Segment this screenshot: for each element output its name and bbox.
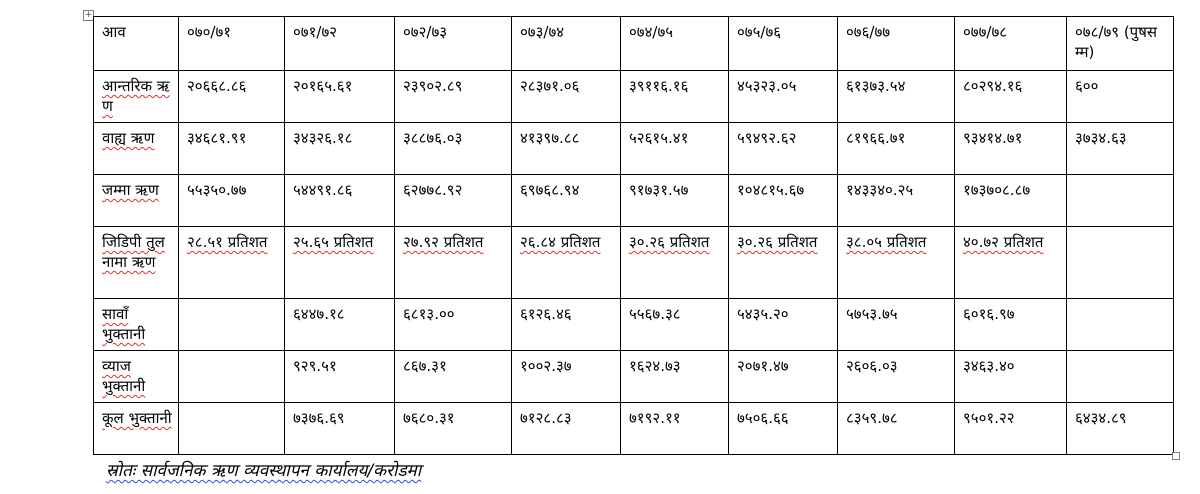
cell-value: ४०.७२ प्रतिशत: [963, 233, 1044, 251]
cell-value: १७३७०८.८७: [963, 181, 1031, 199]
cell-value: ४५३२३.०५: [737, 77, 797, 95]
row-label-cell: [94, 403, 179, 455]
table-cell: [179, 71, 285, 123]
table-cell: [729, 175, 838, 227]
table-cell: [395, 299, 512, 351]
table-cell: [955, 227, 1067, 299]
table-cell: [838, 403, 955, 455]
cell-value: ७१२८.८३: [520, 409, 572, 427]
cell-value: ६२७७८.९२: [403, 181, 463, 199]
cell-value: ५९४९२.६२: [737, 129, 797, 147]
cell-value: २०७१.४७: [737, 357, 789, 375]
cell-value: ६९७६८.९४: [520, 181, 580, 199]
cell-value: ३७३४.६३: [1075, 129, 1127, 147]
table-cell: [512, 123, 621, 175]
header-year-cell: ०७७/७८: [955, 17, 1067, 71]
cell-value: २८.५१ प्रतिशत: [187, 233, 268, 251]
table-cell: [512, 71, 621, 123]
table-row: [94, 227, 1174, 299]
header-year-cell: ०७५/७६: [729, 17, 838, 71]
debt-table: [93, 16, 1174, 455]
cell-value: २६०६.०३: [846, 357, 898, 375]
cell-value: ७१९२.११: [629, 409, 681, 427]
table-resize-handle[interactable]: [1172, 452, 1180, 460]
table-row: [94, 299, 1174, 351]
cell-value: ७३७६.६९: [293, 409, 345, 427]
table-cell: [395, 403, 512, 455]
cell-value: २७.९२ प्रतिशत: [403, 233, 484, 251]
cell-value: ३९११६.१६: [629, 77, 689, 95]
table-cell: [955, 299, 1067, 351]
table-cell: [955, 123, 1067, 175]
cell-value: ६००: [1075, 77, 1099, 95]
table-cell: [1067, 227, 1174, 299]
table-cell: [285, 175, 395, 227]
table-cell: [955, 175, 1067, 227]
table-cell: [838, 175, 955, 227]
cell-value: ५४३५.२०: [737, 305, 789, 323]
header-year-cell: ०७३/७४: [512, 17, 621, 71]
table-cell: [1067, 403, 1174, 455]
table-cell: [621, 71, 729, 123]
cell-value: ७५०६.६६: [737, 409, 789, 427]
cell-value: ८३५९.७८: [846, 409, 898, 427]
table-cell: [179, 227, 285, 299]
table-cell: [1067, 71, 1174, 123]
table-cell: [285, 351, 395, 403]
row-label-cell: [94, 351, 179, 403]
cell-value: १०४८१५.६७: [737, 181, 805, 199]
row-label: वाह्य ऋण: [102, 129, 155, 147]
cell-value: २८३७१.०६: [520, 77, 580, 95]
source-note: [106, 458, 421, 481]
cell-value: ६४४७.१८: [293, 305, 345, 323]
table-cell: [285, 123, 395, 175]
table-cell: [179, 299, 285, 351]
header-year-cell: ०७०/७१: [179, 17, 285, 71]
table-cell: [621, 299, 729, 351]
table-cell: [1067, 123, 1174, 175]
row-label-cell: [94, 227, 179, 299]
table-cell: [395, 71, 512, 123]
table-cell: [729, 403, 838, 455]
table-cell: [285, 403, 395, 455]
cell-value: ३४६३.४०: [963, 357, 1015, 375]
cell-value: ३४६८१.९१: [187, 129, 247, 147]
cell-value: ३८.०५ प्रतिशत: [846, 233, 927, 251]
table-cell: [838, 227, 955, 299]
cell-value: ६८१३.००: [403, 305, 455, 323]
cell-value: १६२४.७३: [629, 357, 681, 375]
table-cell: [621, 227, 729, 299]
table-cell: [621, 351, 729, 403]
table-cell: [621, 175, 729, 227]
cell-value: ५७५३.७५: [846, 305, 898, 323]
table-cell: [512, 351, 621, 403]
header-year-cell: ०७१/७२: [285, 17, 395, 71]
header-year-cell: ०७४/७५: [621, 17, 729, 71]
table-cell: [395, 227, 512, 299]
table-row: [94, 351, 1174, 403]
cell-value: १४३३४०.२५: [846, 181, 914, 199]
table-cell: [512, 403, 621, 455]
table-cell: [179, 123, 285, 175]
table-cell: [512, 175, 621, 227]
table-cell: [838, 299, 955, 351]
table-move-handle[interactable]: +: [84, 10, 93, 20]
table-cell: [621, 123, 729, 175]
cell-value: ५५६७.३८: [629, 305, 681, 323]
table-cell: [838, 123, 955, 175]
table-cell: [285, 299, 395, 351]
table-cell: [395, 351, 512, 403]
cell-value: ६१२६.४६: [520, 305, 572, 323]
table-cell: [838, 71, 955, 123]
cell-value: ३४३२६.१८: [293, 129, 353, 147]
cell-value: ६१३७३.५४: [846, 77, 906, 95]
header-year-cell: ०७६/७७: [838, 17, 955, 71]
table-cell: [285, 227, 395, 299]
table-row: [94, 123, 1174, 175]
cell-value: ६०१६.९७: [963, 305, 1015, 323]
cell-value: ६४३४.८९: [1075, 409, 1127, 427]
cell-value: ३८८७६.०३: [403, 129, 463, 147]
row-label-cell: [94, 71, 179, 123]
cell-value: ९३४१४.७१: [963, 129, 1023, 147]
table-cell: [838, 351, 955, 403]
cell-value: २५.६५ प्रतिशत: [293, 233, 374, 251]
table-cell: [955, 403, 1067, 455]
table-header-row: [94, 17, 1174, 71]
table-row: [94, 175, 1174, 227]
cell-value: ५५३५०.७७: [187, 181, 247, 199]
table-row: [94, 403, 1174, 455]
table-cell: [729, 351, 838, 403]
row-label: व्याज भुक्तानी: [102, 357, 146, 395]
cell-value: ४१३९७.८८: [520, 129, 580, 147]
cell-value: १००२.३७: [520, 357, 572, 375]
row-label: जिडिपी तुलनामा ऋण: [102, 233, 165, 271]
table-cell: [285, 71, 395, 123]
cell-value: २६.८४ प्रतिशत: [520, 233, 601, 251]
header-year-cell: ०७८/७९ (पुषसम्म): [1067, 17, 1174, 71]
cell-value: ५२६१५.४१: [629, 129, 689, 147]
header-label-cell: आव: [94, 17, 179, 71]
row-label: कूल भुक्तानी: [102, 409, 172, 427]
table-cell: [955, 351, 1067, 403]
cell-value: ८०२९४.१६: [963, 77, 1023, 95]
table-cell: [729, 123, 838, 175]
cell-value: ८६७.३१: [403, 357, 447, 375]
row-label: आन्तरिक ऋण: [102, 77, 170, 115]
row-label-cell: [94, 175, 179, 227]
table-cell: [1067, 175, 1174, 227]
cell-value: ८१९६६.७१: [846, 129, 906, 147]
table-cell: [1067, 351, 1174, 403]
cell-value: ९५०१.२२: [963, 409, 1015, 427]
table-cell: [729, 71, 838, 123]
table-cell: [729, 227, 838, 299]
table-cell: [955, 71, 1067, 123]
header-year-cell: ०७२/७३: [395, 17, 512, 71]
table-cell: [179, 175, 285, 227]
cell-value: ९२९.५१: [293, 357, 337, 375]
row-label: जम्मा ऋण: [102, 181, 159, 199]
source-text: स्रोतः सार्वजनिक ऋण व्यवस्थापन कार्यालय/करोडमा: [106, 461, 422, 481]
row-label-cell: [94, 123, 179, 175]
cell-value: ३०.२६ प्रतिशत: [737, 233, 818, 251]
table-cell: [179, 403, 285, 455]
cell-value: ३०.२६ प्रतिशत: [629, 233, 710, 251]
table-cell: [395, 175, 512, 227]
cell-value: ७६८०.३१: [403, 409, 455, 427]
table-cell: [512, 227, 621, 299]
table-cell: [621, 403, 729, 455]
cell-value: २०१६५.६१: [293, 77, 353, 95]
table-cell: [512, 299, 621, 351]
row-label: सावाँ भुक्तानी: [102, 305, 146, 343]
cell-value: २०६६८.८६: [187, 77, 247, 95]
cell-value: ९१७३१.५७: [629, 181, 689, 199]
table-cell: [729, 299, 838, 351]
table-cell: [1067, 299, 1174, 351]
cell-value: ५४४९१.८६: [293, 181, 353, 199]
table-cell: [179, 351, 285, 403]
table-row: [94, 71, 1174, 123]
cell-value: २३९०२.८९: [403, 77, 463, 95]
table-cell: [395, 123, 512, 175]
row-label-cell: [94, 299, 179, 351]
